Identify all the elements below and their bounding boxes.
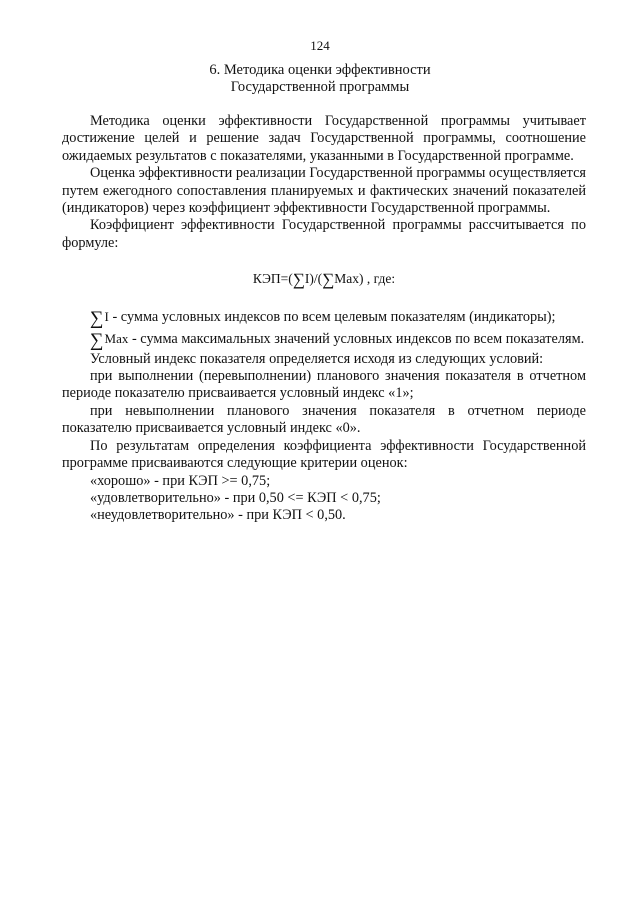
sum-symbol-1: ∑ <box>292 270 305 290</box>
heading-line-1: 6. Методика оценки эффективности <box>209 62 431 78</box>
body-text <box>62 113 586 525</box>
definition-text-i: - сумма условных индексов по всем целевым показателям (индикаторы); <box>108 308 556 325</box>
paragraph-coefficient: Коэффициент эффективности Государственной программы рассчитывается по формуле: <box>62 217 586 251</box>
formula-prefix: КЭП=( <box>252 271 293 287</box>
section-heading <box>60 62 580 96</box>
paragraph-methodology: Методика оценки эффективности Государственной программы учитывает достижение целей и решение задач Государственной программы, соотношение ожидаемых результатов с показателями, указанными в Государственной программе. <box>62 113 586 164</box>
formula-var-1: I)/( <box>304 271 323 287</box>
definition-sum-max <box>62 329 586 351</box>
definition-symbol-i: I <box>104 308 109 324</box>
sum-symbol-def-2: ∑ <box>90 329 104 351</box>
sum-symbol-2: ∑ <box>322 270 335 290</box>
formula-suffix: , где: <box>363 271 396 287</box>
formula-var-2: Max) <box>334 271 364 287</box>
criteria-unsatisfactory: «неудовлетворительно» - при КЭП < 0,50. <box>90 507 346 524</box>
criteria-satisfactory: «удовлетворительно» - при 0,50 <= КЭП < 0,75; <box>90 489 381 506</box>
heading-line-2: Государственной программы <box>230 79 410 95</box>
paragraph-condition-unfulfilled: при невыполнении планового значения показателя в отчетном периоде показателю присваивается условный индекс «0». <box>62 402 586 437</box>
definition-sum-i <box>62 307 586 329</box>
page-number: 124 <box>310 38 330 53</box>
formula <box>62 270 586 288</box>
definition-symbol-max: Max <box>104 330 129 346</box>
paragraph-criteria-intro: По результатам определения коэффициента эффективности Государственной программе присваиваются следующие критерии оценок: <box>62 437 586 472</box>
criteria-good: «хорошо» - при КЭП >= 0,75; <box>90 472 271 489</box>
definition-text-max: - сумма максимальных значений условных индексов по всем показателям. <box>128 330 585 347</box>
paragraph-conditions: Условный индекс показателя определяется исходя из следующих условий: <box>90 350 544 367</box>
paragraph-evaluation: Оценка эффективности реализации Государственной программы осуществляется путем ежегодного сопоставления планируемых и фактических значений показателей (индикаторов) через коэффициент эффективности Государственной программы. <box>62 165 586 217</box>
paragraph-condition-fulfilled: при выполнении (перевыполнении) планового значения показателя в отчетном периоде показателю присваивается условный индекс «1»; <box>62 368 586 402</box>
sum-symbol-def-1: ∑ <box>90 307 104 329</box>
